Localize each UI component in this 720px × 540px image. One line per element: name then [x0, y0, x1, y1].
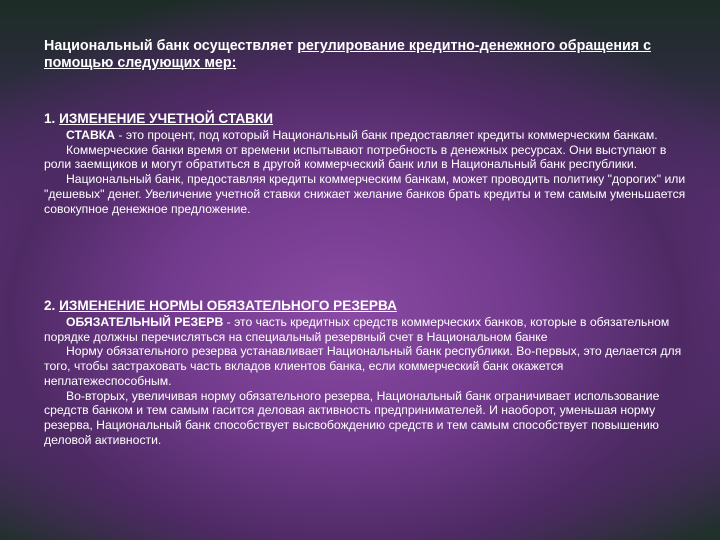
section-1-definition	[44, 128, 692, 143]
section-2-heading	[44, 298, 692, 314]
section-reserve-requirement	[44, 298, 692, 447]
section-1-title: ИЗМЕНЕНИЕ УЧЕТНОЙ СТАВКИ	[59, 111, 274, 126]
section-discount-rate	[44, 111, 692, 216]
section-1-paragraph-2: Национальный банк, предоставляя кредиты коммерческим банкам, может проводить политику "дорогих" или "дешевых" денег. Увеличение учетной ставки снижает желание банков брать кредиты и тем самым уменьшается совокупное денежное предложение.	[44, 172, 686, 216]
slide-content	[44, 38, 692, 447]
section-2-number: 2.	[44, 298, 56, 313]
section-1-paragraph-1: Коммерческие банки время от времени испытывают потребность в денежных ресурсах. Они выступают в роли заемщиков и могут обратиться в другой коммерческий банк или в Национальный банк республики.	[44, 142, 667, 172]
title-part-1: Национальный банк осуществляет	[44, 38, 298, 54]
section-2-paragraph-1: Норму обязательного резерва устанавливает Национальный банк республики. Во-первых, это делается для того, чтобы застраховать часть вкладов клиентов банка, если коммерческий банк окажется неплатежеспособным.	[44, 344, 682, 388]
section-2-definition	[44, 315, 692, 344]
section-1-definition-text: - это процент, под который Национальный банк предоставляет кредиты коммерческим банкам.	[115, 128, 658, 142]
section-2-paragraph-2: Во-вторых, увеличивая норму обязательного резерва, Национальный банк ограничивает использование средств банком и тем самым гасится деловая активность предпринимателей. И наоборот, уменьшая норму резерва, Национальный банк способствует высвобождению средств и тем самым способствует повышению деловой активности.	[44, 388, 660, 447]
section-1-number: 1.	[44, 111, 56, 126]
section-2-title: ИЗМЕНЕНИЕ НОРМЫ ОБЯЗАТЕЛЬНОГО РЕЗЕРВА	[59, 298, 397, 313]
section-1-term: СТАВКА	[66, 128, 116, 142]
section-2-term: ОБЯЗАТЕЛЬНЫЙ РЕЗЕРВ	[66, 315, 224, 329]
slide-title	[44, 38, 692, 72]
section-1-heading	[44, 111, 692, 127]
title-part-2: регулирование кредитно-денежного обращения с помощью следующих мер:	[44, 38, 652, 71]
section-2-definition-text: - это часть кредитных средств коммерческих банков, которые в обязательном порядке должны перечисляться на специальный резервный счет в Национальном банке	[44, 315, 670, 344]
